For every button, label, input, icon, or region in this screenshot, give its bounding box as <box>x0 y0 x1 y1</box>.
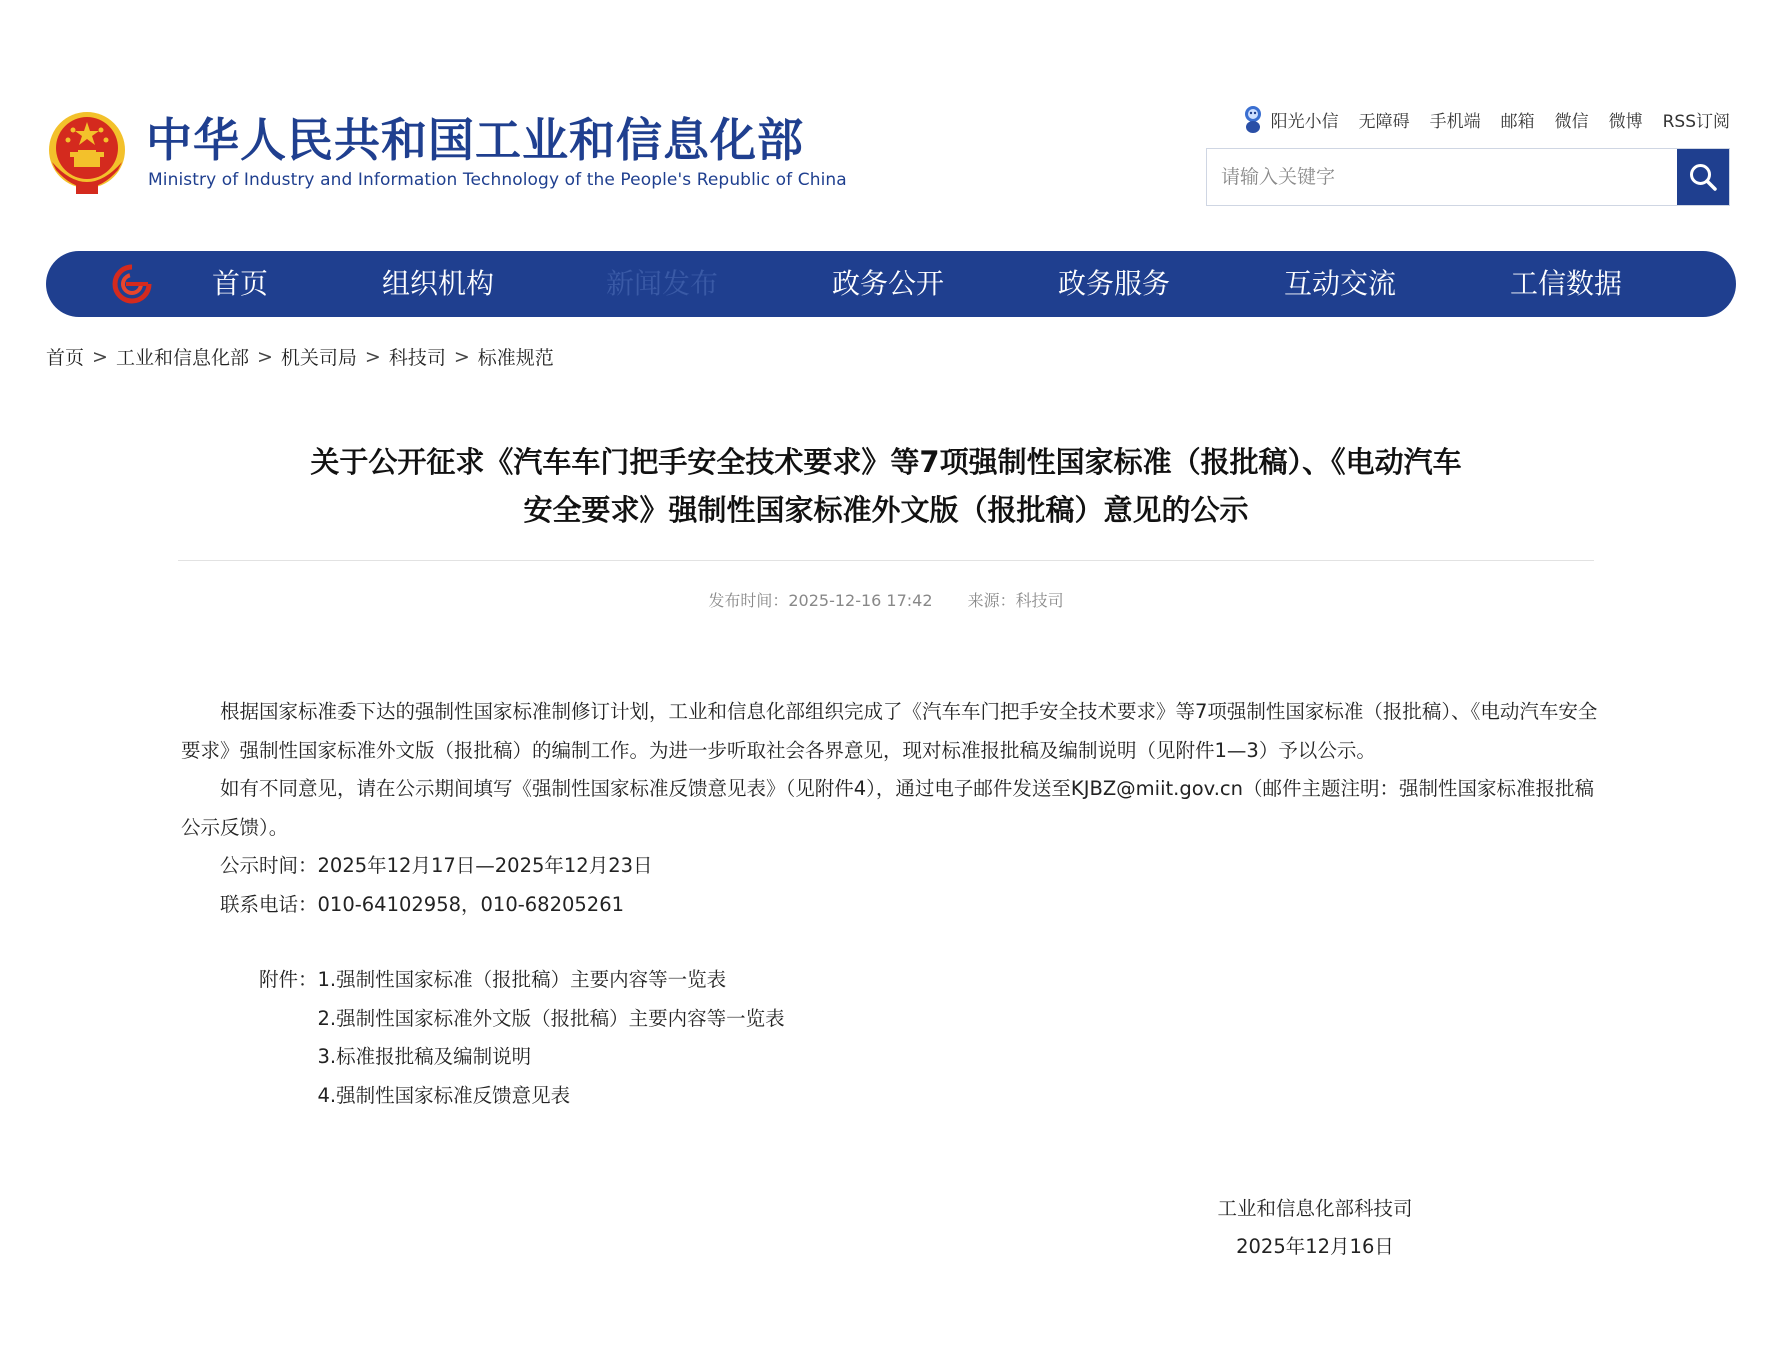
breadcrumb-sci-tech[interactable]: 科技司 <box>388 347 446 369</box>
top-link-mail[interactable]: 邮箱 <box>1500 111 1535 132</box>
nav-gov-services[interactable]: 政务服务 <box>1058 267 1171 300</box>
national-emblem-icon[interactable] <box>46 110 128 196</box>
site-title[interactable]: 中华人民共和国工业和信息化部 <box>146 113 804 167</box>
nav-news[interactable]: 新闻发布 <box>606 267 719 300</box>
attachments-label: 附件： <box>259 968 318 991</box>
article-source: 来源：科技司 <box>967 591 1064 610</box>
breadcrumb-standards[interactable]: 标准规范 <box>477 347 554 369</box>
signer: 工业和信息化部科技司 <box>1217 1197 1413 1220</box>
top-link-sunshine[interactable] <box>1241 104 1339 134</box>
paragraph-feedback: 如有不同意见，请在公示期间填写《强制性国家标准反馈意见表》（见附件4），通过电子邮件发送至KJBZ@miit.gov.cn（邮件主题注明：强制性国家标准报批稿公示反馈）。 <box>181 777 1594 839</box>
sign-date: 2025年12月16日 <box>1236 1235 1394 1258</box>
nav-organization[interactable]: 组织机构 <box>382 267 495 300</box>
spacer <box>181 924 1613 961</box>
top-link-mobile[interactable]: 手机端 <box>1429 111 1481 132</box>
attachment-link-2[interactable]: 2.强制性国家标准外文版（报批稿）主要内容等一览表 <box>317 1006 785 1030</box>
breadcrumb-ministry[interactable]: 工业和信息化部 <box>115 347 249 369</box>
main-nav <box>46 251 1736 317</box>
breadcrumb-separator: > <box>364 345 381 368</box>
top-link-label: 阳光小信 <box>1270 111 1339 132</box>
breadcrumb-departments[interactable]: 机关司局 <box>280 347 357 369</box>
search-input[interactable] <box>1207 149 1677 205</box>
attachment-link-3[interactable]: 3.标准报批稿及编制说明 <box>317 1045 532 1068</box>
nav-gov-affairs[interactable]: 政务公开 <box>832 267 945 300</box>
nav-data[interactable]: 工信数据 <box>1510 267 1623 300</box>
top-link-accessibility[interactable]: 无障碍 <box>1358 111 1410 132</box>
attachment-link-4[interactable]: 4.强制性国家标准反馈意见表 <box>317 1083 571 1107</box>
attachment-link-1[interactable]: 1.强制性国家标准（报批稿）主要内容等一览表 <box>317 968 727 991</box>
signature-block <box>1150 1190 1480 1266</box>
article-title-line1: 关于公开征求《汽车车门把手安全技术要求》等7项强制性国家标准（报批稿）、《电动汽车 <box>310 445 1462 479</box>
contact-phone: 联系电话：010-64102958，010-68205261 <box>220 892 625 916</box>
article-meta <box>178 588 1594 611</box>
publish-time: 发布时间：2025-12-16 17:42 <box>708 591 933 610</box>
breadcrumb <box>46 343 554 370</box>
top-link-rss[interactable]: RSS订阅 <box>1662 111 1730 132</box>
nav-home[interactable]: 首页 <box>212 267 269 300</box>
site-subtitle: Ministry of Industry and Information Technology of the People's Republic of China <box>148 170 847 190</box>
article-body <box>181 693 1613 1115</box>
site-header <box>46 104 1736 214</box>
search-button[interactable] <box>1677 149 1729 205</box>
mascot-icon <box>1241 104 1265 134</box>
breadcrumb-separator: > <box>453 345 470 368</box>
search-icon <box>1688 162 1718 192</box>
attachment-item[interactable] <box>181 961 1613 1000</box>
top-links <box>1241 104 1730 134</box>
nav-interaction[interactable]: 互动交流 <box>1284 267 1397 300</box>
top-link-weibo[interactable]: 微博 <box>1608 111 1643 132</box>
article-title-line2: 安全要求》强制性国家标准外文版（报批稿）意见的公示 <box>523 493 1249 527</box>
paragraph-plan: 根据国家标准委下达的强制性国家标准制修订计划，工业和信息化部组织完成了《汽车车门把手安全技术要求》等7项强制性国家标准（报批稿）、《电动汽车安全要求》强制性国家标准外文版（报批稿）的编制工作。为进一步听取社会各界意见，现对标准报批稿及编制说明（见附件1—3）予以公示。 <box>181 700 1598 762</box>
breadcrumb-separator: > <box>256 345 273 368</box>
breadcrumb-separator: > <box>92 345 108 368</box>
article-title <box>178 438 1594 534</box>
breadcrumb-home[interactable]: 首页 <box>46 347 85 369</box>
notice-period: 公示时间：2025年12月17日—2025年12月23日 <box>220 854 653 877</box>
search-box <box>1206 148 1730 206</box>
title-divider <box>178 560 1594 561</box>
ministry-logo-icon[interactable] <box>112 264 152 304</box>
top-link-wechat[interactable]: 微信 <box>1554 111 1589 132</box>
